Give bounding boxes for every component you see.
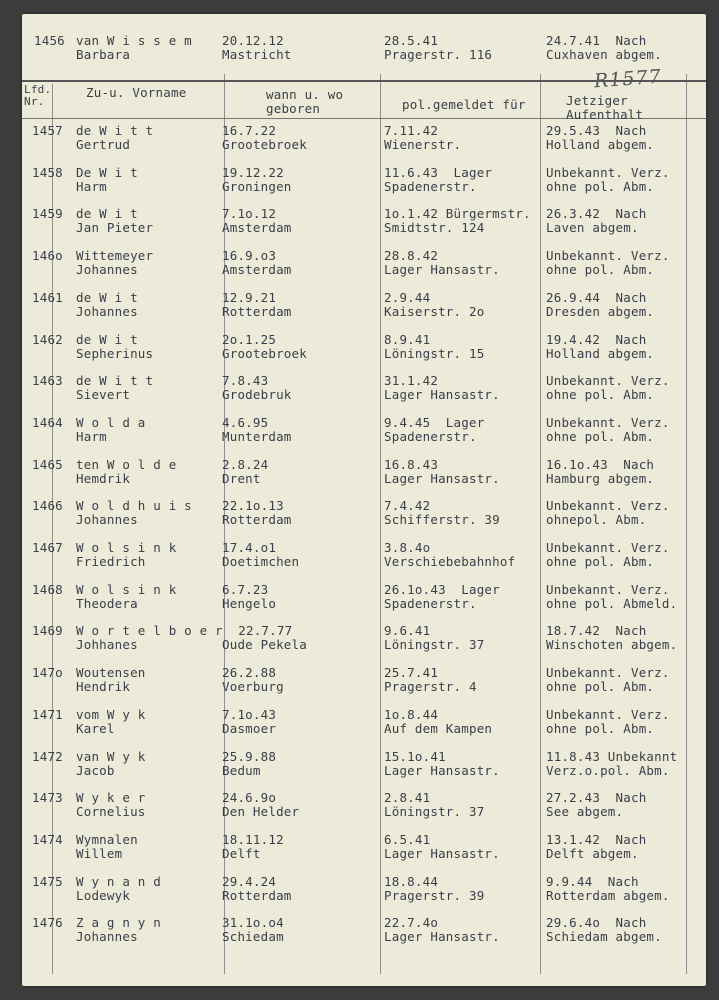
row-reg-place: Lager Hansastr. (384, 262, 500, 278)
row-name: Woutensen (76, 665, 146, 681)
row-nr: 147o (32, 665, 63, 681)
row-vorname: Johannes (76, 929, 138, 945)
row-born-place: Grootebroek (222, 137, 307, 152)
row-name: van W y k (76, 748, 146, 764)
row-now-line2: See abgem. (546, 804, 624, 820)
row-reg-place: Löningstr. 15 (384, 345, 485, 361)
row-reg-date: 9.4.45 Lager (384, 414, 485, 430)
row-name: de W i t t (76, 373, 154, 389)
row-nr: 1476 (32, 915, 63, 931)
row-reg-place: Verschiebebahnhof (384, 554, 516, 569)
row-vorname: Theodera (76, 595, 138, 611)
row-reg-place: Lager Hansastr. (384, 929, 500, 945)
row-born-date: 19.12.22 (222, 164, 284, 180)
row-now-line1: 9.9.44 Nach (546, 873, 639, 889)
row-name: W y n a n d (76, 873, 161, 889)
row-now-line2: Holland abgem. (546, 137, 655, 152)
row-nr: 1458 (32, 164, 63, 180)
row-reg-date: 26.1o.43 Lager (384, 581, 500, 597)
row-born-date: 2.8.24 (222, 456, 269, 472)
row-born-date: 16.7.22 (222, 123, 277, 138)
row-now-line1: Unbekannt. Verz. (546, 581, 670, 597)
row-nr: 1472 (32, 748, 63, 764)
row-born-place: Amsterdam (222, 262, 292, 278)
row-nr: 1463 (32, 373, 63, 389)
row-now-line1: 26.9.44 Nach (546, 289, 647, 305)
row-vorname: Johannes (76, 303, 138, 319)
row-name: De W i t (76, 164, 138, 180)
row-now-line1: 29.6.4o Nach (546, 915, 647, 931)
row-nr: 1457 (32, 123, 63, 138)
row-now-line2: Dresden abgem. (546, 303, 655, 319)
row-vorname: Lodewyk (76, 887, 131, 903)
row-born-date: 4.6.95 (222, 414, 269, 430)
row-reg-place: Kaiserstr. 2o (384, 303, 485, 319)
row-now-line2: Delft abgem. (546, 845, 639, 861)
row-vorname: Karel (76, 720, 115, 736)
row-now-line2: ohne pol. Abm. (546, 262, 655, 278)
row-reg-place: Wienerstr. (384, 137, 462, 152)
row-born-place: Grodebruk (222, 387, 292, 403)
row-born-date: 6.7.23 (222, 581, 269, 597)
row-now-line2: Schiedam abgem. (546, 929, 662, 945)
top-entry-name: van W i s s e m (76, 33, 192, 48)
row-reg-date: 1o.8.44 (384, 706, 439, 722)
row-name: W y k e r (76, 790, 146, 806)
row-vorname: Willem (76, 845, 123, 861)
row-reg-date: 31.1.42 (384, 373, 439, 389)
top-entry-nr: 1456 (34, 33, 65, 48)
row-now-line2: ohne pol. Abm. (546, 554, 655, 569)
register-page (22, 14, 706, 986)
row-now-line1: Unbekannt. Verz. (546, 706, 670, 722)
row-now-line2: ohne pol. Abm. (546, 428, 655, 444)
row-now-line2: Verz.o.pol. Abm. (546, 762, 670, 778)
row-now-line2: ohne pol. Abm. (546, 679, 655, 695)
row-now-line2: Holland abgem. (546, 345, 655, 361)
row-now-line1: Unbekannt. Verz. (546, 540, 670, 555)
row-born-date: 31.1o.o4 (222, 915, 284, 931)
row-nr: 1473 (32, 790, 63, 806)
row-born-place: Delft (222, 845, 261, 861)
row-born-date: 26.2.88 (222, 665, 277, 681)
row-now-line1: Unbekannt. Verz. (546, 248, 670, 264)
row-name: W o l d h u i s (76, 498, 192, 514)
row-reg-date: 16.8.43 (384, 456, 439, 472)
row-now-line1: 29.5.43 Nach (546, 123, 647, 138)
row-nr: 1471 (32, 706, 63, 722)
row-born-date: 22.1o.13 (222, 498, 284, 514)
row-now-line2: ohne pol. Abm. (546, 387, 655, 403)
row-born-place: Dasmoer (222, 720, 277, 736)
row-nr: 1467 (32, 540, 63, 555)
row-vorname: Sepherinus (76, 345, 154, 361)
row-born-date: 24.6.9o (222, 790, 277, 806)
row-vorname: Johhanes (76, 637, 138, 653)
row-born-date: 7.1o.12 (222, 206, 277, 222)
row-name: de W i t t (76, 123, 154, 138)
row-born-place: Grootebroek (222, 345, 307, 361)
handwritten-stamp: R1577 (593, 65, 663, 93)
row-reg-date: 7.4.42 (384, 498, 431, 514)
row-born-date: 12.9.21 (222, 289, 277, 305)
row-vorname: Hemdrik (76, 470, 131, 486)
row-now-line1: 13.1.42 Nach (546, 831, 647, 847)
row-born-place: Hengelo (222, 595, 277, 611)
header-name: Zu-u. Vorname (86, 85, 187, 100)
row-now-line2: Winschoten abgem. (546, 637, 678, 653)
row-reg-date: 2.8.41 (384, 790, 431, 806)
row-name: vom W y k (76, 706, 146, 722)
row-reg-date: 25.7.41 (384, 665, 439, 681)
top-entry-reg-place: Pragerstr. 116 (384, 47, 493, 62)
top-entry-reg-date: 28.5.41 (384, 33, 439, 48)
row-name: W o l d a (76, 414, 146, 430)
row-born-place: Oude Pekela (222, 637, 307, 653)
row-name: W o l s i n k (76, 581, 177, 597)
row-born-place: Den Helder (222, 804, 300, 820)
row-reg-date: 22.7.4o (384, 915, 439, 931)
column-divider (540, 74, 541, 974)
row-now-line1: Unbekannt. Verz. (546, 414, 670, 430)
row-born-date: 25.9.88 (222, 748, 277, 764)
row-nr: 1468 (32, 581, 63, 597)
row-nr: 1462 (32, 331, 63, 347)
row-nr: 1475 (32, 873, 63, 889)
row-vorname: Cornelius (76, 804, 146, 820)
row-reg-date: 18.8.44 (384, 873, 439, 889)
row-born-date: 7.1o.43 (222, 706, 277, 722)
row-reg-place: Löningstr. 37 (384, 804, 485, 820)
row-now-line1: 16.1o.43 Nach (546, 456, 655, 472)
row-now-line1: Unbekannt. Verz. (546, 665, 670, 681)
row-nr: 1461 (32, 289, 63, 305)
row-born-place: Rotterdam (222, 512, 292, 528)
row-reg-date: 3.8.4o (384, 540, 431, 555)
row-vorname: Gertrud (76, 137, 131, 152)
row-now-line2: Hamburg abgem. (546, 470, 655, 486)
row-name: de W i t (76, 331, 138, 347)
header-now: Jetziger Aufenthalt (566, 93, 644, 122)
row-reg-place: Auf dem Kampen (384, 720, 493, 736)
row-reg-place: Lager Hansastr. (384, 470, 500, 486)
row-vorname: Hendrik (76, 679, 131, 695)
row-reg-place: Pragerstr. 4 (384, 679, 477, 695)
row-now-line1: 26.3.42 Nach (546, 206, 647, 222)
row-born-place: Rotterdam (222, 303, 292, 319)
row-born-date: 7.8.43 (222, 373, 269, 389)
row-vorname: Johannes (76, 512, 138, 528)
row-now-line2: Rotterdam abgem. (546, 887, 670, 903)
row-now-line2: ohne pol. Abmeld. (546, 595, 678, 611)
row-name: ten W o l d e (76, 456, 177, 472)
row-reg-place: Lager Hansastr. (384, 845, 500, 861)
row-born-place: Doetimchen (222, 554, 300, 569)
row-name: de W i t (76, 289, 138, 305)
row-nr: 1466 (32, 498, 63, 514)
row-born-date: 2o.1.25 (222, 331, 277, 347)
row-born-place: Schiedam (222, 929, 284, 945)
row-reg-date: 11.6.43 Lager (384, 164, 493, 180)
row-now-line1: 19.4.42 Nach (546, 331, 647, 347)
header-nr: Lfd. Nr. (24, 83, 52, 108)
top-entry-now1: 24.7.41 Nach (546, 33, 647, 48)
row-nr: 1469 (32, 623, 63, 639)
row-now-line2: ohnepol. Abm. (546, 512, 647, 528)
header-reg: pol.gemeldet für (402, 97, 526, 112)
row-reg-date: 28.8.42 (384, 248, 439, 264)
row-born-place: Voerburg (222, 679, 284, 695)
row-vorname: Harm (76, 428, 107, 444)
row-born-place: Rotterdam (222, 887, 292, 903)
row-now-line1: 11.8.43 Unbekannt (546, 748, 678, 764)
row-born-date: 17.4.o1 (222, 540, 277, 555)
row-now-line2: Laven abgem. (546, 220, 639, 236)
row-vorname: Sievert (76, 387, 131, 403)
row-born-date: 16.9.o3 (222, 248, 277, 264)
row-nr: 1464 (32, 414, 63, 430)
top-entry-vorname: Barbara (76, 47, 131, 62)
row-reg-place: Spadenerstr. (384, 178, 477, 194)
top-entry-born-date: 20.12.12 (222, 33, 284, 48)
row-nr: 1465 (32, 456, 63, 472)
row-born-place: Groningen (222, 178, 292, 194)
row-born-place: Bedum (222, 762, 261, 778)
row-now-line2: ohne pol. Abm. (546, 720, 655, 736)
row-born-place: Munterdam (222, 428, 292, 444)
row-reg-place: Pragerstr. 39 (384, 887, 485, 903)
row-reg-date: 7.11.42 (384, 123, 439, 138)
row-name: W o r t e l b o e r 22.7.77 (76, 623, 293, 639)
top-entry-born-place: Mastricht (222, 47, 292, 62)
row-reg-date: 15.1o.41 (384, 748, 446, 764)
row-name: Wymnalen (76, 831, 138, 847)
row-born-date: 18.11.12 (222, 831, 284, 847)
row-vorname: Jacob (76, 762, 115, 778)
row-name: Z a g n y n (76, 915, 161, 931)
top-entry-now2: Cuxhaven abgem. (546, 47, 662, 62)
row-now-line1: 27.2.43 Nach (546, 790, 647, 806)
row-reg-place: Smidtstr. 124 (384, 220, 485, 236)
row-vorname: Harm (76, 178, 107, 194)
row-nr: 146o (32, 248, 63, 264)
row-reg-place: Spadenerstr. (384, 428, 477, 444)
row-name: Wittemeyer (76, 248, 154, 264)
row-reg-date: 9.6.41 (384, 623, 431, 639)
row-reg-place: Spadenerstr. (384, 595, 477, 611)
column-divider (380, 74, 381, 974)
row-vorname: Friedrich (76, 554, 146, 569)
row-reg-date: 6.5.41 (384, 831, 431, 847)
row-born-place: Amsterdam (222, 220, 292, 236)
row-now-line1: Unbekannt. Verz. (546, 498, 670, 514)
header-born: wann u. wo geboren (266, 87, 344, 116)
row-now-line1: 18.7.42 Nach (546, 623, 647, 639)
row-reg-date: 2.9.44 (384, 289, 431, 305)
row-reg-place: Löningstr. 37 (384, 637, 485, 653)
row-now-line1: Unbekannt. Verz. (546, 164, 670, 180)
row-name: de W i t (76, 206, 138, 222)
row-reg-place: Lager Hansastr. (384, 387, 500, 403)
row-now-line1: Unbekannt. Verz. (546, 373, 670, 389)
row-reg-place: Lager Hansastr. (384, 762, 500, 778)
row-born-place: Drent (222, 470, 261, 486)
row-vorname: Jan Pieter (76, 220, 154, 236)
row-reg-place: Schifferstr. 39 (384, 512, 500, 528)
row-reg-date: 8.9.41 (384, 331, 431, 347)
column-divider (686, 74, 687, 974)
row-now-line2: ohne pol. Abm. (546, 178, 655, 194)
row-name: W o l s i n k (76, 540, 177, 555)
row-born-date: 29.4.24 (222, 873, 277, 889)
row-nr: 1459 (32, 206, 63, 222)
row-reg-date: 1o.1.42 Bürgermstr. (384, 206, 531, 222)
row-vorname: Johannes (76, 262, 138, 278)
row-nr: 1474 (32, 831, 63, 847)
